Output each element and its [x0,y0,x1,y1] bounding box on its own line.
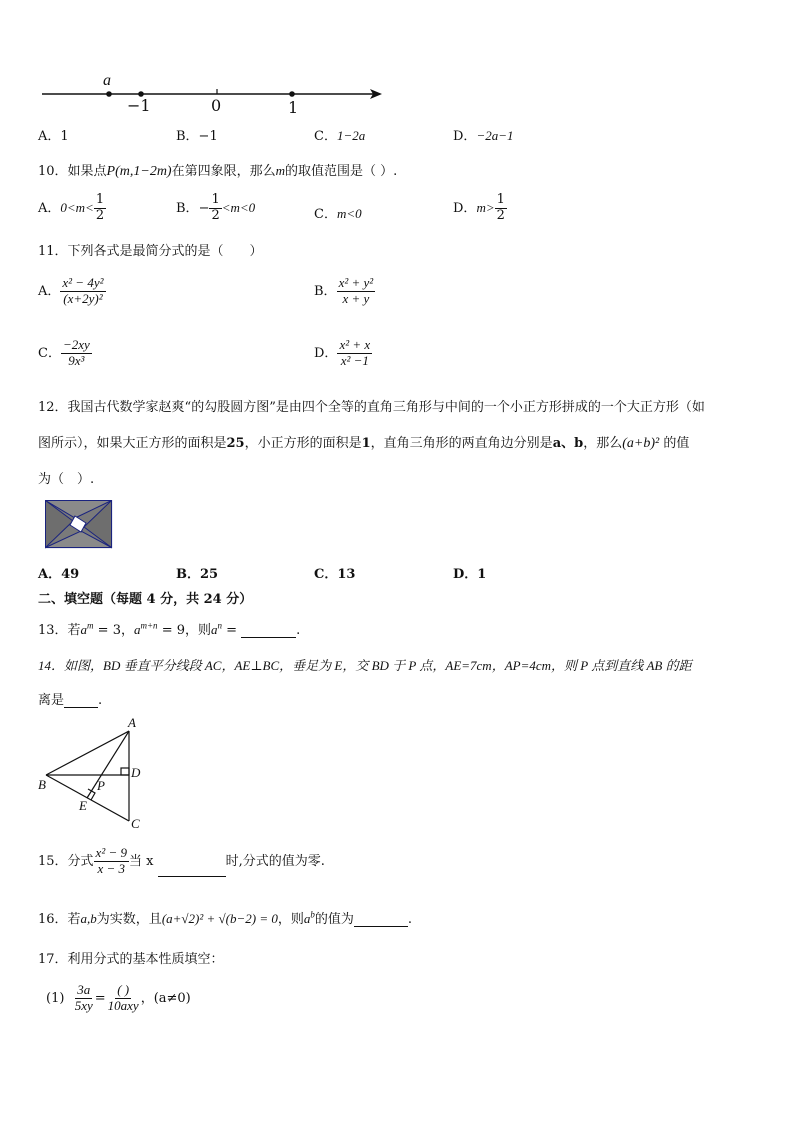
q9-option-a: A．1 [38,129,69,144]
q13-answer-blank[interactable] [241,625,296,638]
q16-answer-blank[interactable] [354,914,408,927]
numberline-tick-0: 0 [211,96,222,115]
q9-option-c: C．1−2a [314,128,366,144]
q12-option-a: A．49 [38,567,80,582]
q11-stem: 11．下列各式是最简分式的是（ ） [38,244,263,259]
fig14-label-c: C [131,816,140,831]
q12-line2: 图所示），如果大正方形的面积是25，小正方形的面积是1，直角三角形的两直角边分别是a、b，那么(a+b)² 的值 [38,436,690,451]
q15-stem: 15．分式 $\frac{\text{x² − 9}}{x - 3}$ 当 x 时,分式的值为零. [38,845,325,876]
q12-line1: 12．我国古代数学家赵爽“的勾股圆方图”是由四个全等的直角三角形与中间的一个小正方形拼成的一个大正方形（如 [38,400,705,415]
fig14-label-d: D [131,765,141,780]
numberline-tick-minus1: −1 [127,96,151,115]
fig14-label-p: P [97,778,105,793]
q11-option-d: D． $\frac{\text{x² + x}}{\text{x² −1}}$ [314,337,371,368]
q14-line2: 离是 . [38,693,103,708]
q14-answer-blank[interactable] [64,695,98,708]
q9-option-d: D．−2a−1 [453,128,514,144]
fig14-label-a: A [128,715,136,730]
q10-option-d: D．m> $\frac{1}{2}$ [453,192,505,223]
q10-option-a: A．0<m< $\frac{1}{2}$ [38,192,105,223]
q12-option-b: B．25 [176,567,219,582]
q16-stem: 16．若a,b为实数，且(a+√2)² + √(b−2) = 0，则$a^b$的值为 . [38,909,413,927]
numberline-label-a: a [103,72,111,89]
q11-option-b: B． $\frac{\text{x² + y²}}{x + y}$ [314,275,374,306]
q13-stem: 13．若$a^m = 3$，$a^{m+n} = 9$，则$a^n$ = . [38,620,301,638]
q12-option-d: D．1 [453,567,487,582]
q15-answer-blank[interactable] [158,864,226,877]
q10-option-b: B．− $\frac{1}{2}$ <m<0 [176,192,256,223]
fig14-label-e: E [79,798,87,813]
fig14-label-b: B [38,777,46,792]
q14-line1: 14．如图，BD 垂直平分线段 AC，AE⊥BC，垂足为 E，交 BD 于 P 点，AE=7cm，AP=4cm，则 P 点到直线 AB 的距 [38,658,692,673]
q9-option-b: B．−1 [176,129,218,144]
q17-stem: 17．利用分式的基本性质填空： [38,952,224,967]
q11-option-c: C． $\frac{-2xy}{\text{9x³}}$ [38,337,90,368]
zhao-shuang-square-figure [45,500,113,549]
section-2-heading: 二、填空题（每题 4 分，共 24 分） [38,592,253,607]
q17-part1: (1) $\frac{3a}{5xy}$ = $\frac{( )}{\text{10axy}}$ ，(a≠0) [46,982,191,1013]
q10-stem: 10．如果点P(m,1−2m)在第四象限，那么m的取值范围是（ ）. [38,163,398,179]
numberline-tick-1: 1 [288,98,299,117]
q12-option-c: C．13 [314,567,356,582]
q10-option-c: C．m<0 [314,206,362,222]
q12-line3: 为（ ）. [38,472,95,487]
q11-option-a: A． $\frac{\text{x² − 4y²}}{\text{(x+2y)²}}$ [38,275,104,306]
